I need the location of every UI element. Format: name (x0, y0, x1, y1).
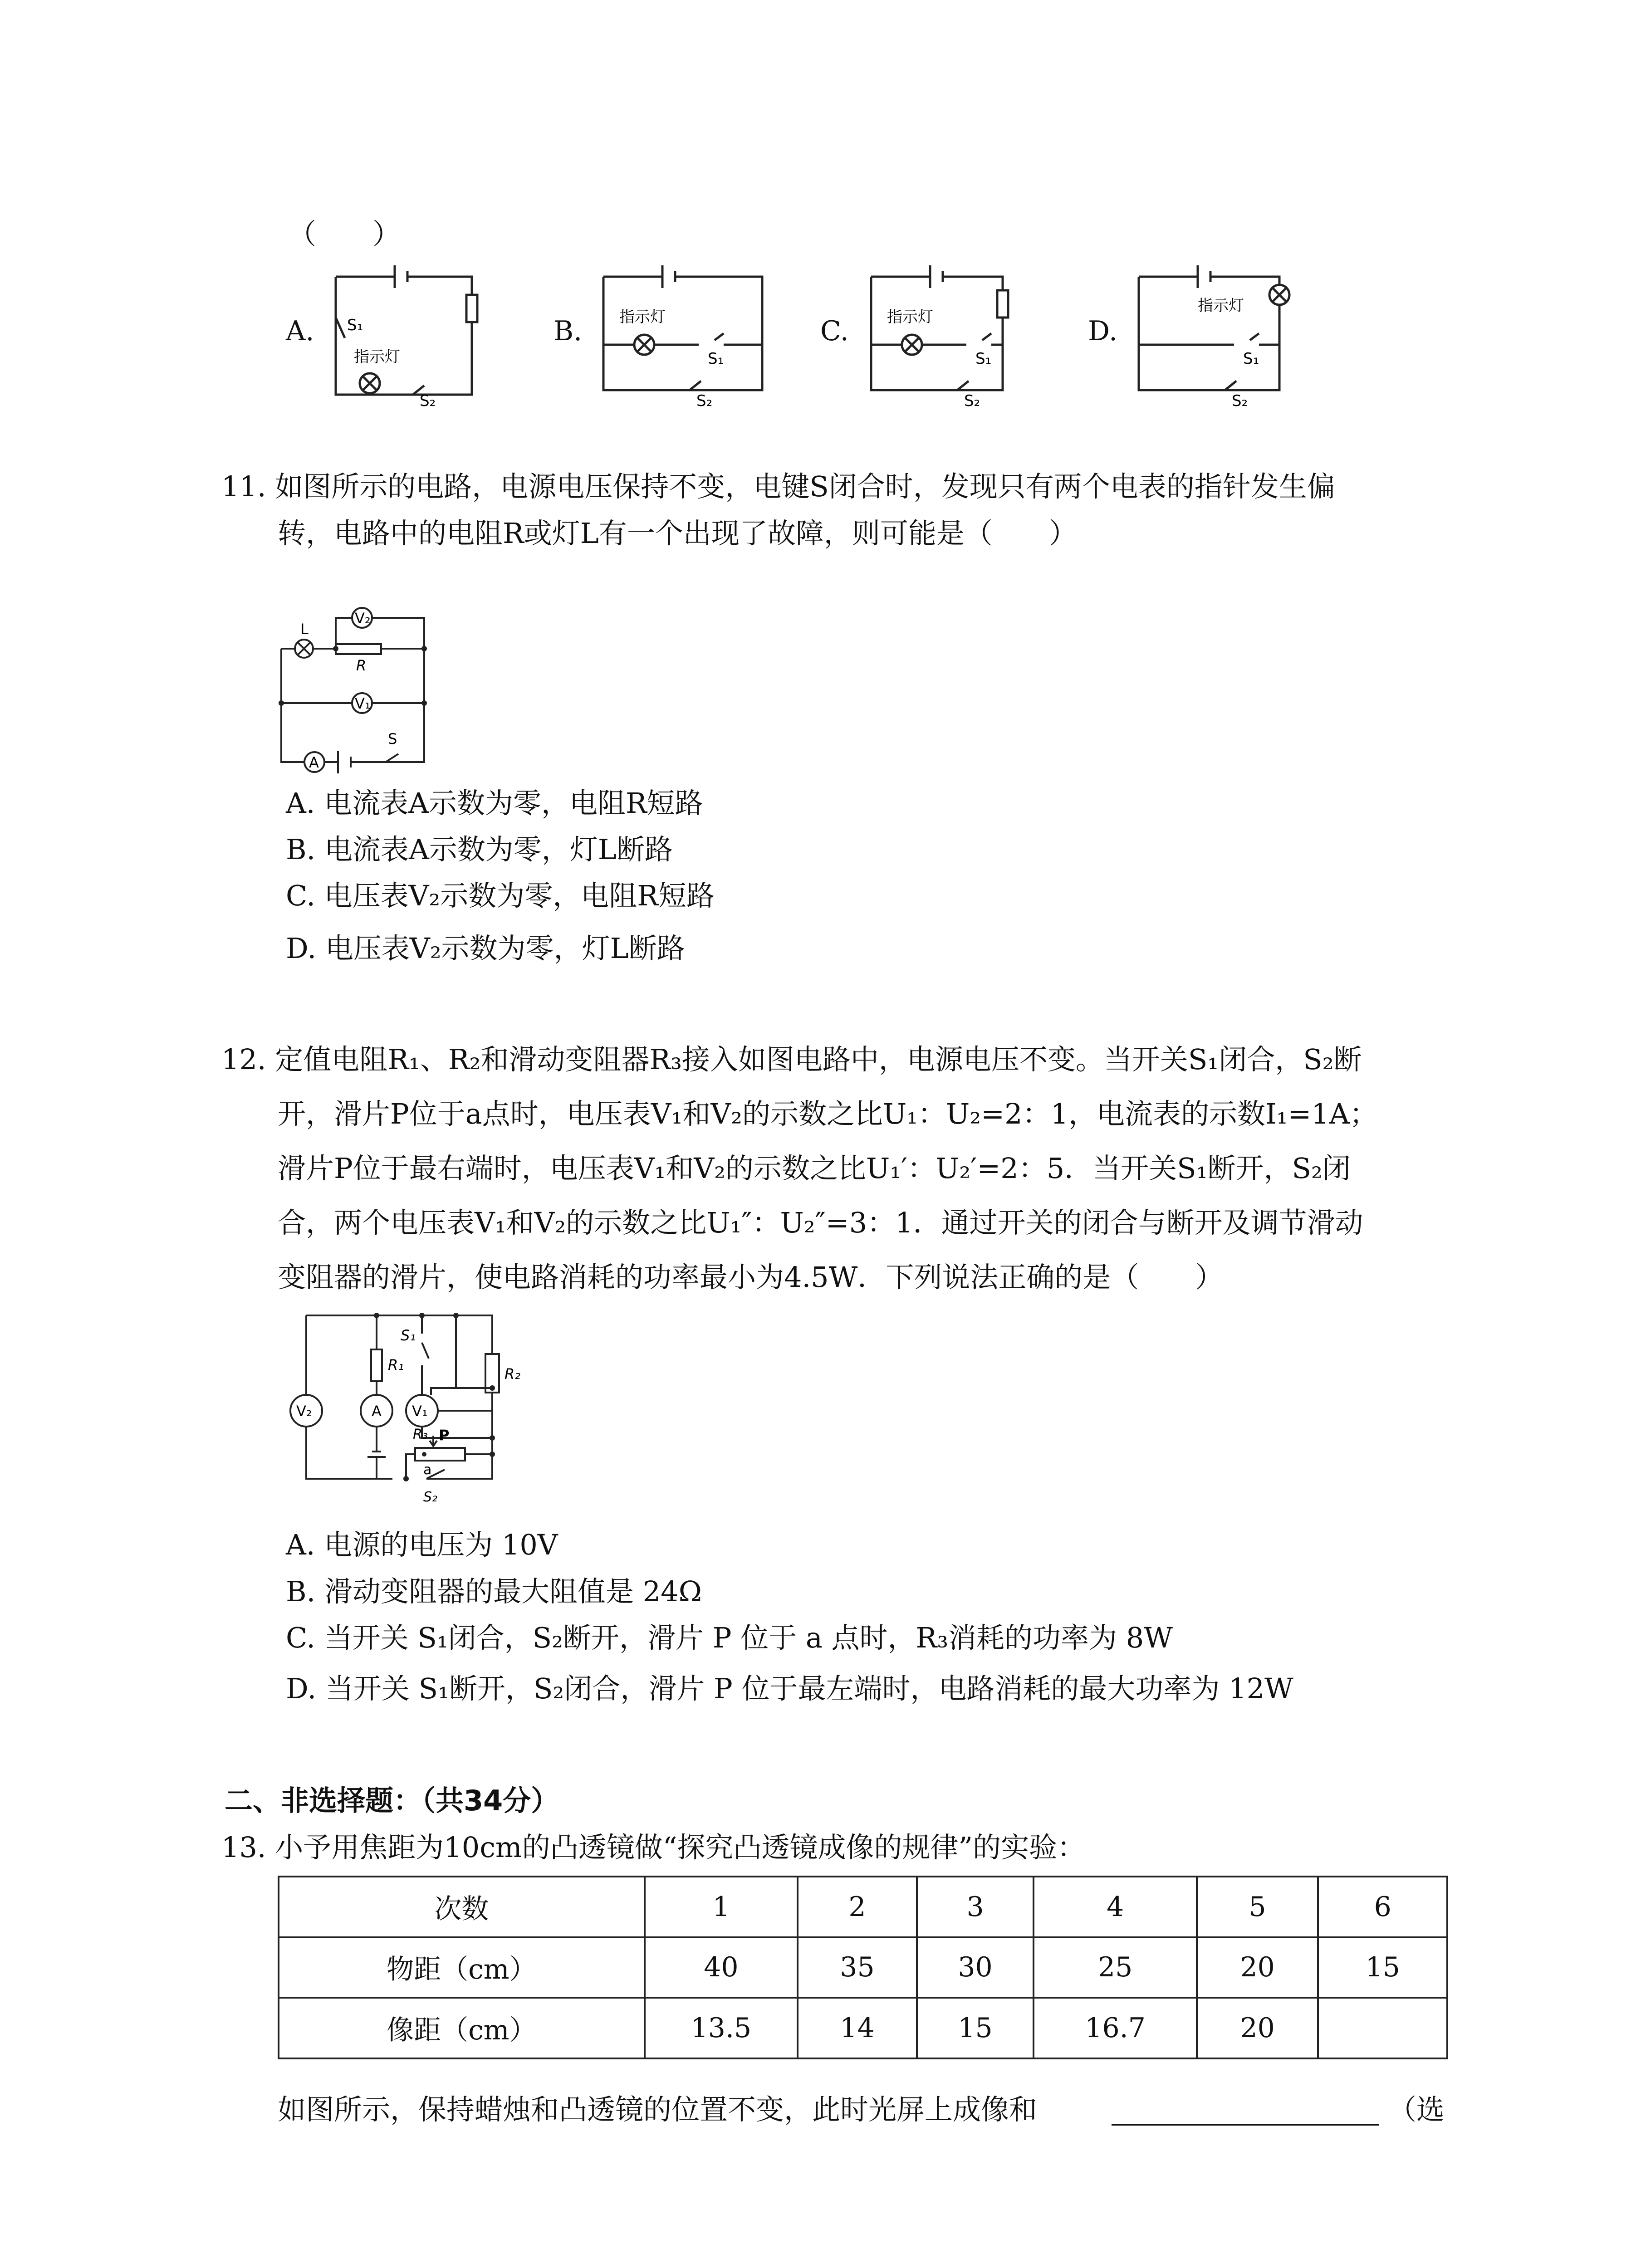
q12-stem-line1: 12. 定值电阻R₁、R₂和滑动变阻器R₃接入如图电路中，电源电压不变。当开关S₁闭合，S₂断 (221, 1043, 1362, 1076)
q10-b-s2: S₂ (696, 392, 713, 408)
q10-option-c-label: C. (820, 315, 849, 347)
table-cell: 2 (798, 1877, 917, 1937)
q12-option-d: D. 当开关 S₁断开，S₂闭合，滑片 P 位于最左端时，电路消耗的最大功率为 12W (286, 1672, 1293, 1705)
table-header-row (279, 1877, 1447, 1937)
q12-label-V2: V₂ (296, 1403, 312, 1420)
q11-stem-line2: 转，电路中的电阻R或灯L有一个出现了故障，则可能是（ ） (278, 517, 1077, 550)
table-row (279, 1937, 1447, 1998)
table-cell (1318, 1998, 1447, 2058)
q10-option-b-label: B. (554, 315, 583, 347)
q12-label-R2: R₂ (505, 1365, 521, 1383)
q10-c-s2: S₂ (964, 392, 980, 408)
q10-circuit-b (599, 259, 771, 408)
q10-b-lamp: 指示灯 (619, 308, 666, 326)
q10-d-s1: S₁ (1243, 350, 1259, 368)
q12-label-S2: S₂ (423, 1489, 438, 1505)
q11-label-V1: V₁ (355, 695, 371, 712)
q12-label-R3: R₃ (413, 1427, 428, 1442)
q12-stem-line3: 滑片P位于最右端时，电压表V₁和V₂的示数之比U₁′：U₂′=2：5．当开关S₁断开，S₂闭 (278, 1152, 1351, 1185)
q12-label-P: P (439, 1427, 450, 1444)
table-cell: 14 (798, 1998, 917, 2058)
q12-option-c: C. 当开关 S₁闭合，S₂断开，滑片 P 位于 a 点时，R₃消耗的功率为 8W (286, 1621, 1173, 1654)
q10-circuit-d (1134, 259, 1307, 408)
table-cell: 15 (1318, 1937, 1447, 1998)
table-cell: 25 (1034, 1937, 1196, 1998)
q10-c-lamp: 指示灯 (887, 308, 933, 326)
q11-label-R: R (356, 657, 367, 674)
table-cell: 16.7 (1034, 1998, 1196, 2058)
q11-option-b: B. 电流表A示数为零，灯L断路 (286, 833, 673, 866)
q11-stem-line1: 11. 如图所示的电路，电源电压保持不变，电键S闭合时，发现只有两个电表的指针发生偏 (221, 470, 1335, 503)
q11-label-L: L (300, 621, 309, 638)
q12-option-a: A. 电源的电压为 10V (286, 1528, 558, 1561)
q13-follow-text: 如图所示，保持蜡烛和凸透镜的位置不变，此时光屏上成像和 (278, 2093, 1038, 2126)
q12-label-V1: V₁ (412, 1403, 428, 1420)
table-cell: 13.5 (645, 1998, 798, 2058)
q11-option-a: A. 电流表A示数为零，电阻R短路 (286, 787, 703, 820)
table-cell: 4 (1034, 1877, 1196, 1937)
q10-a-lamp: 指示灯 (354, 348, 400, 366)
q12-label-S1: S₁ (401, 1327, 416, 1344)
q12-stem-line4: 合，两个电压表V₁和V₂的示数之比U₁″：U₂″=3：1．通过开关的闭合与断开及调节滑动 (278, 1206, 1363, 1239)
q10-option-d-label: D. (1088, 315, 1118, 347)
q10-answer-paren: （ ） (288, 217, 401, 250)
table-cell: 物距（cm） (279, 1937, 645, 1998)
table-row (279, 1998, 1447, 2058)
q10-d-lamp: 指示灯 (1198, 297, 1244, 315)
table-cell: 30 (917, 1937, 1034, 1998)
q10-b-s1: S₁ (708, 350, 724, 368)
q11-circuit (277, 594, 440, 785)
q11-label-V2: V₂ (355, 610, 371, 627)
q13-follow-text-end: （选 (1388, 2093, 1445, 2126)
q13-intro: 13. 小予用焦距为10cm的凸透镜做“探究凸透镜成像的规律”的实验： (221, 1831, 1086, 1864)
q10-a-s1: S₁ (347, 316, 363, 334)
q11-label-S: S (388, 730, 397, 748)
q11-option-c: C. 电压表V₂示数为零，电阻R短路 (286, 879, 715, 912)
table-cell: 40 (645, 1937, 798, 1998)
q12-label-A: A (372, 1403, 382, 1420)
table-cell: 3 (917, 1877, 1034, 1937)
q12-label-a: a (423, 1462, 432, 1478)
table-cell: 35 (798, 1937, 917, 1998)
q12-stem-line5: 变阻器的滑片，使电路消耗的功率最小为4.5W．下列说法正确的是（ ） (278, 1261, 1224, 1294)
q10-circuit-a (327, 259, 485, 408)
table-cell: 5 (1197, 1877, 1318, 1937)
section-heading: 二、非选择题：（共34分） (225, 1784, 559, 1817)
q10-a-s2: S₂ (420, 392, 436, 408)
table-cell: 1 (645, 1877, 798, 1937)
table-cell: 像距（cm） (279, 1998, 645, 2058)
q13-data-table (278, 1876, 1448, 2059)
q13-answer-blank[interactable] (1112, 2124, 1379, 2126)
table-cell: 20 (1197, 1998, 1318, 2058)
q12-circuit (279, 1306, 533, 1510)
q11-label-A: A (309, 754, 319, 771)
table-cell: 6 (1318, 1877, 1447, 1937)
table-cell: 15 (917, 1998, 1034, 2058)
table-cell: 20 (1197, 1937, 1318, 1998)
q12-stem-line2: 开，滑片P位于a点时，电压表V₁和V₂的示数之比U₁：U₂=2：1，电流表的示数I₁=1A； (278, 1097, 1378, 1130)
q10-d-s2: S₂ (1232, 392, 1248, 408)
q10-c-s1: S₁ (975, 350, 992, 368)
q10-circuit-c (867, 259, 1039, 408)
q11-option-d: D. 电压表V₂示数为零，灯L断路 (286, 932, 685, 965)
q10-option-a-label: A. (286, 315, 314, 347)
table-cell: 次数 (279, 1877, 645, 1937)
q12-label-R1: R₁ (388, 1356, 404, 1374)
q12-option-b: B. 滑动变阻器的最大阻值是 24Ω (286, 1575, 702, 1608)
